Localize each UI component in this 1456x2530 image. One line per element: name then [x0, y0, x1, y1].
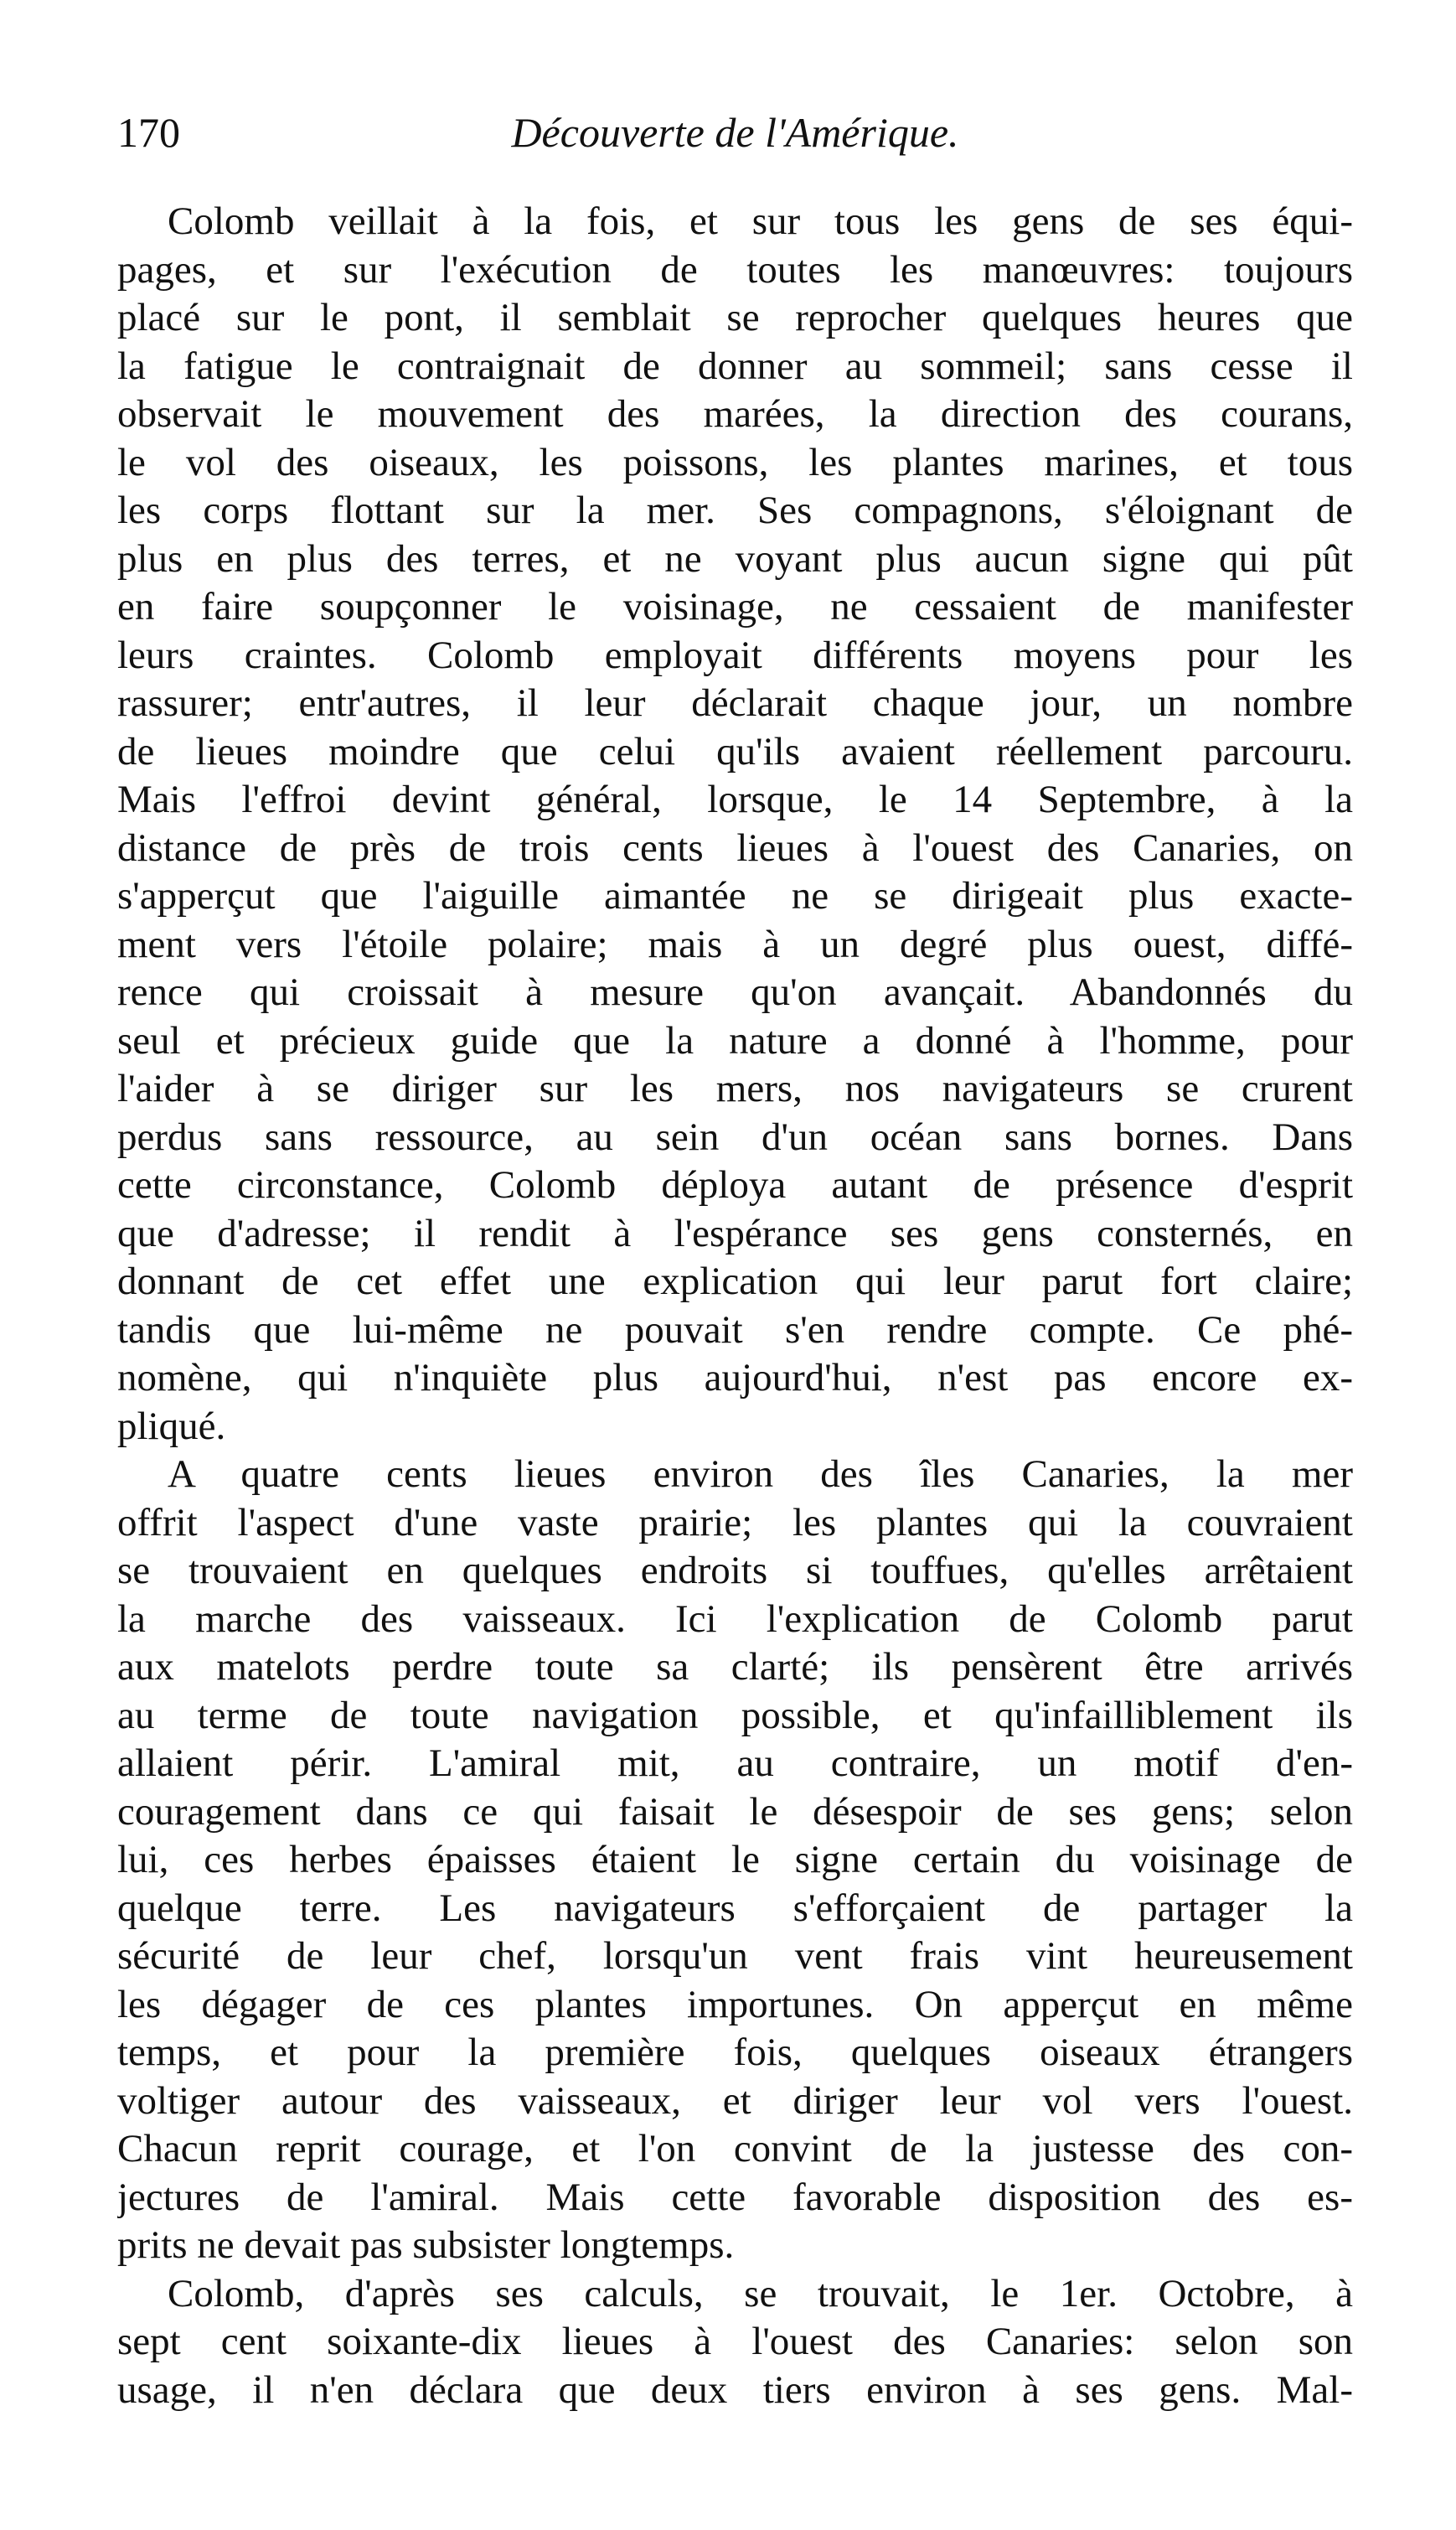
text-line: lui, ces herbes épaisses étaient le signe certain du voisinage de: [117, 1838, 1353, 1881]
text-line: rence qui croissait à mesure qu'on avançait. Abandonnés du: [117, 970, 1353, 1014]
text-line: le vol des oiseaux, les poissons, les plantes marines, et tous: [117, 440, 1353, 484]
text-line: observait le mouvement des marées, la direction des courans,: [117, 392, 1353, 436]
text-line: l'aider à se diriger sur les mers, nos navigateurs se crurent: [117, 1067, 1353, 1110]
text-line: en faire soupçonner le voisinage, ne cessaient de manifester: [117, 585, 1353, 629]
text-line: nomène, qui n'inquiète plus aujourd'hui, n'est pas encore ex-: [117, 1356, 1353, 1400]
text-line: placé sur le pont, il semblait se reprocher quelques heures que: [117, 296, 1353, 339]
running-head: Découverte de l'Amérique.: [511, 109, 959, 156]
text-line: seul et précieux guide que la nature a donné à l'homme, pour: [117, 1018, 1353, 1063]
text-line: s'apperçut que l'aiguille aimantée ne se dirigeait plus exacte-: [117, 874, 1353, 918]
text-line: se trouvaient en quelques endroits si touffues, qu'elles arrêtaient: [117, 1549, 1353, 1592]
text-line: les corps flottant sur la mer. Ses compagnons, s'éloignant de: [117, 489, 1353, 532]
text-line: usage, il n'en déclara que deux tiers environ à ses gens. Mal-: [117, 2367, 1353, 2412]
text-line: tandis que lui-même ne pouvait s'en rendre compte. Ce phé-: [117, 1307, 1353, 1352]
text-line: de lieues moindre que celui qu'ils avaient réellement parcouru.: [117, 729, 1353, 773]
text-line: A quatre cents lieues environ des îles Canaries, la mer: [168, 1452, 1353, 1496]
page-number: 170: [117, 109, 180, 156]
text-line: Chacun reprit courage, et l'on convint de la justesse des con-: [117, 2127, 1353, 2170]
text-line: Colomb veillait à la fois, et sur tous les gens de ses équi-: [168, 199, 1353, 243]
text-line: offrit l'aspect d'une vaste prairie; les plantes qui la couvraient: [117, 1500, 1353, 1544]
text-line: ment vers l'étoile polaire; mais à un degré plus ouest, diffé-: [117, 922, 1353, 966]
text-line: la fatigue le contraignait de donner au sommeil; sans cesse il: [117, 344, 1353, 388]
text-line: perdus sans ressource, au sein d'un océan sans bornes. Dans: [117, 1115, 1353, 1159]
text-line: pages, et sur l'exécution de toutes les manœuvres: toujours: [117, 247, 1353, 292]
text-line: allaient périr. L'amiral mit, au contraire, un motif d'en-: [117, 1741, 1353, 1785]
text-line: jectures de l'amiral. Mais cette favorable disposition des es-: [117, 2175, 1353, 2219]
text-line: couragement dans ce qui faisait le désespoir de ses gens; selon: [117, 1789, 1353, 1834]
text-line: leurs craintes. Colomb employait différents moyens pour les: [117, 633, 1353, 677]
text-line: sept cent soixante-dix lieues à l'ouest des Canaries: selon son: [117, 2320, 1353, 2363]
text-line: les dégager de ces plantes importunes. On apperçut en même: [117, 1982, 1353, 2026]
text-line: Colomb, d'après ses calculs, se trouvait, le 1er. Octobre, à: [168, 2271, 1353, 2315]
text-line: distance de près de trois cents lieues à l'ouest des Canaries, on: [117, 825, 1353, 870]
text-line: Mais l'effroi devint général, lorsque, le 14 Septembre, à la: [117, 778, 1353, 821]
text-line: voltiger autour des vaisseaux, et diriger leur vol vers l'ouest.: [117, 2078, 1353, 2123]
text-line: que d'adresse; il rendit à l'espérance ses gens consternés, en: [117, 1211, 1353, 1255]
page-header: [117, 107, 1353, 158]
text-line: aux matelots perdre toute sa clarté; ils pensèrent être arrivés: [117, 1645, 1353, 1689]
text-line: plus en plus des terres, et ne voyant plus aucun signe qui pût: [117, 536, 1353, 581]
text-line: rassurer; entr'autres, il leur déclarait chaque jour, un nombre: [117, 681, 1353, 725]
text-line: prits ne devait pas subsister longtemps.: [117, 2223, 735, 2267]
text-line: cette circonstance, Colomb déploya autant de présence d'esprit: [117, 1163, 1353, 1207]
text-line: donnant de cet effet une explication qui leur parut fort claire;: [117, 1260, 1353, 1303]
body-text: [117, 198, 1353, 2414]
text-line: au terme de toute navigation possible, et qu'infailliblement ils: [117, 1693, 1353, 1737]
text-line: sécurité de leur chef, lorsqu'un vent frais vint heureusement: [117, 1934, 1353, 1978]
text-line: la marche des vaisseaux. Ici l'explication de Colomb parut: [117, 1596, 1353, 1641]
text-line: temps, et pour la première fois, quelques oiseaux étrangers: [117, 2031, 1353, 2074]
text-line: quelque terre. Les navigateurs s'efforçaient de partager la: [117, 1886, 1353, 1930]
text-line: pliqué.: [117, 1404, 226, 1448]
